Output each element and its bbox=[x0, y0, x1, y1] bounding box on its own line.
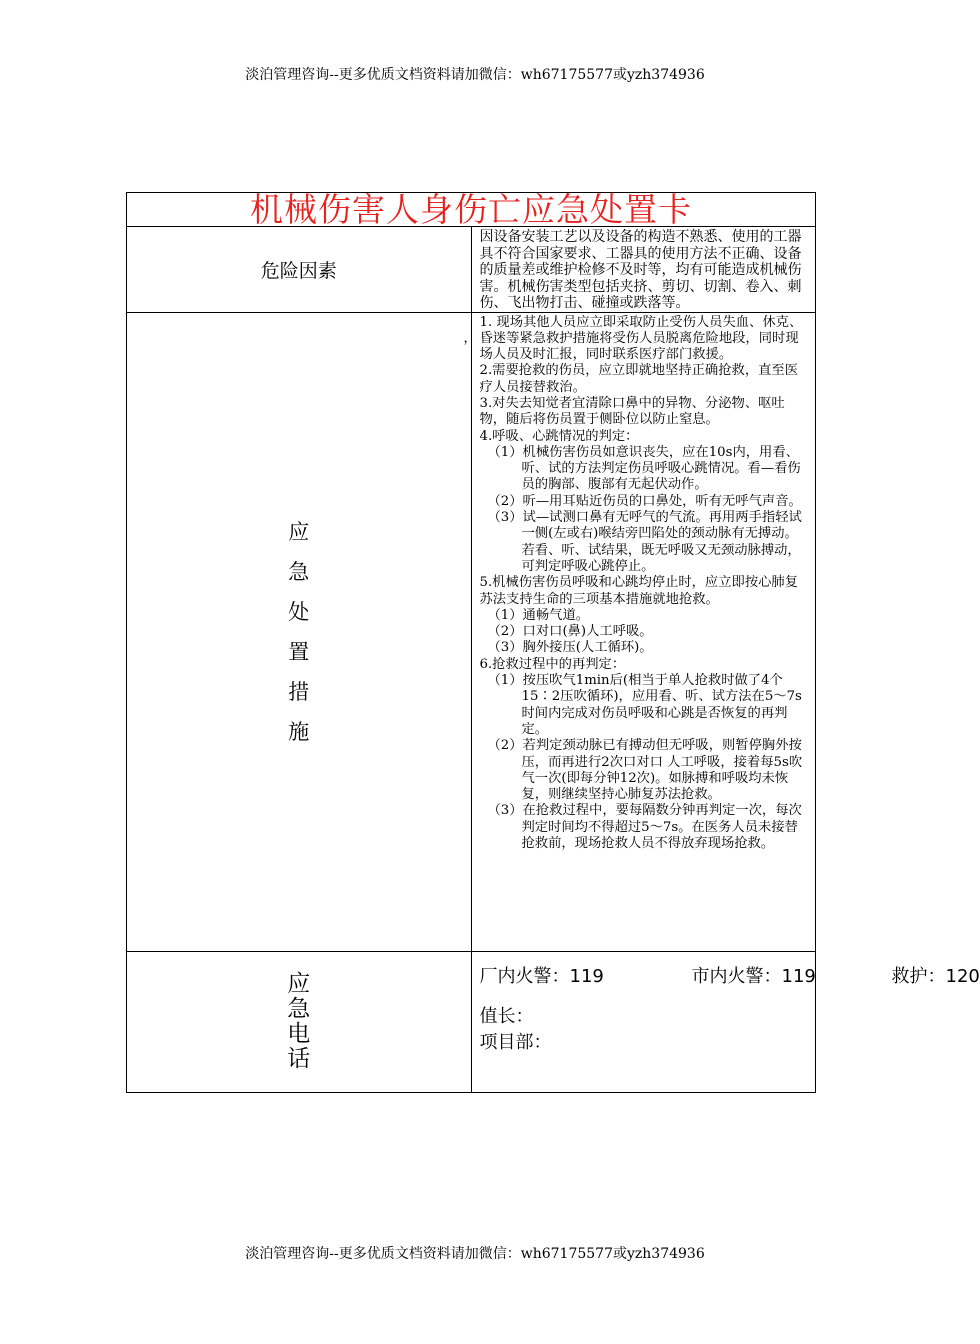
page-header: 淡泊管理咨询--更多优质文档资料请加微信：wh67175577或yzh374936 bbox=[245, 67, 705, 83]
measure-line: 1. 现场其他人员应立即采取防止受伤人员失血、休克、昏迷等紧急救护措施将受伤人员脱离危险地段，同时现场人员及时汇报，同时联系医疗部门救援。 bbox=[479, 314, 803, 363]
duty-chief: 值长： bbox=[479, 1005, 534, 1027]
measures-label-cell bbox=[127, 312, 472, 951]
project-dept: 项目部： bbox=[479, 1031, 552, 1053]
card-title: 机械伤害人身伤亡应急处置卡 bbox=[127, 193, 816, 227]
phone-label-char: 应 bbox=[287, 970, 311, 997]
city-fire-number: 市内火警：119 bbox=[691, 965, 816, 987]
measures-label bbox=[127, 512, 471, 752]
phone-label-cell bbox=[127, 951, 472, 1092]
measure-line: 6.抢救过程中的再判定： bbox=[479, 656, 626, 672]
measure-subline: （3）试—试测口鼻有无呼气的气流。再用两手指轻试一侧(左或右)喉结旁凹陷处的颈动脉有无搏动。若看、听、试结果，既无呼吸又无颈动脉搏动，可判定呼吸心跳停止。 bbox=[487, 510, 802, 574]
risk-label: 危险因素 bbox=[260, 259, 337, 282]
measure-subline: （2）听—用耳贴近伤员的口鼻处，听有无呼气声音。 bbox=[487, 493, 802, 509]
measure-line: 4.呼吸、心跳情况的判定： bbox=[479, 428, 639, 444]
phone-label bbox=[127, 972, 471, 1072]
phone-label-char: 电 bbox=[287, 1020, 311, 1047]
measures-label-char: 施 bbox=[288, 719, 310, 744]
measure-line: 3.对失去知觉者宜清除口鼻中的异物、分泌物、呕吐物，随后将伤员置于侧卧位以防止窒息。 bbox=[479, 395, 785, 428]
measure-subline: （2）口对口(鼻)人工呼吸。 bbox=[487, 624, 653, 640]
ambulance-number: 救护：120 bbox=[891, 965, 980, 987]
measure-line: 2.需要抢救的伤员，应立即就地坚持正确抢救，直至医疗人员接替救治。 bbox=[479, 363, 799, 395]
phone-label-char: 话 bbox=[287, 1045, 311, 1072]
measures-label-char: 急 bbox=[288, 559, 310, 584]
measures-label-char: 措 bbox=[288, 679, 310, 704]
phone-list bbox=[471, 951, 980, 1092]
phone-label-char: 急 bbox=[287, 995, 311, 1022]
phone-row bbox=[479, 964, 980, 990]
measure-subline: （2）若判定颈动脉已有搏动但无呼吸，则暂停胸外按压，而再进行2次口对口 人工呼吸，接着每5s吹气一次(即每分钟12次)。如脉搏和呼吸均未恢复，则继续坚持心肺复苏法抢救。 bbox=[487, 738, 803, 803]
risk-text: 因设备安装工艺以及设备的构造不熟悉、使用的工器具不符合国家要求、工器具的使用方法不正确、设备的质量差或维护检修不及时等，均有可能造成机械伤害。机械伤害类型包括夹挤、剪切、切割、卷入、刺伤、飞出物打击、碰撞或跌落等。 bbox=[471, 227, 816, 313]
measure-subline: （1）按压吹气1min后(相当于单人抢救时做了4个15∶2压吹循环)，应用看、听、试方法在5～7s时间内完成对伤员呼吸和心跳是否恢复的再判定。 bbox=[487, 673, 802, 737]
page-footer: 淡泊管理咨询--更多优质文档资料请加微信：wh67175577或yzh374936 bbox=[245, 1246, 705, 1262]
measures-text bbox=[463, 312, 816, 951]
stray-mark: ， bbox=[463, 330, 477, 346]
measure-subline: （1）机械伤害伤员如意识丧失，应在10s内，用看、听、试的方法判定伤员呼吸心跳情况。看—看伤员的胸部、腹部有无起伏动作。 bbox=[487, 444, 801, 493]
measure-subline: （3）胸外接压(人工循环)。 bbox=[487, 640, 653, 656]
measure-subline: （3）在抢救过程中，要每隔数分钟再判定一次，每次判定时间均不得超过5～7s。在医务人员未接替抢救前，现场抢救人员不得放弃现场抢救。 bbox=[487, 803, 802, 851]
emergency-card bbox=[126, 190, 980, 1093]
factory-fire-number: 厂内火警：119 bbox=[479, 965, 604, 987]
risk-label-cell bbox=[127, 227, 472, 313]
measure-subline: （1）通畅气道。 bbox=[487, 607, 590, 623]
measures-label-char: 置 bbox=[288, 639, 310, 664]
measures-label-char: 处 bbox=[288, 599, 310, 624]
measure-line: 5.机械伤害伤员呼吸和心跳均停止时，应立即按心肺复苏法支持生命的三项基本措施就地抢救。 bbox=[479, 575, 799, 607]
measures-label-char: 应 bbox=[288, 519, 310, 544]
